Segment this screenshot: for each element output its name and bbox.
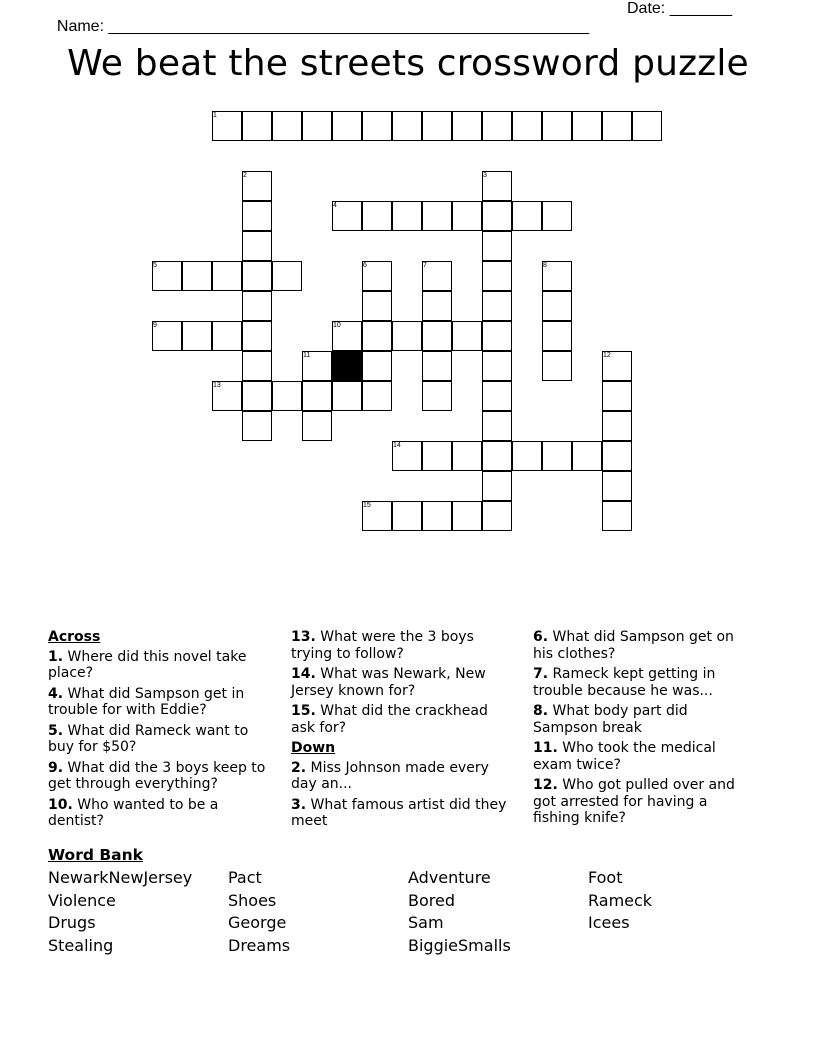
- grid-cell[interactable]: [602, 441, 632, 471]
- grid-cell[interactable]: [242, 201, 272, 231]
- clue-text: What did the crackhead ask for?: [291, 703, 488, 736]
- grid-cell[interactable]: [482, 441, 512, 471]
- across-clue-5: [48, 723, 270, 756]
- grid-cell[interactable]: [482, 171, 512, 201]
- clue-number-label: 7: [423, 262, 427, 269]
- grid-cell[interactable]: [482, 501, 512, 531]
- clue-text: What were the 3 boys trying to follow?: [291, 629, 474, 662]
- grid-cell[interactable]: [272, 261, 302, 291]
- clue-number: 2.: [291, 759, 307, 776]
- grid-cell[interactable]: [182, 321, 212, 351]
- across-clue-1: [48, 649, 270, 682]
- grid-cell[interactable]: [302, 411, 332, 441]
- grid-cell[interactable]: [332, 201, 362, 231]
- clue-number-label: 15: [363, 502, 371, 509]
- word-bank-word: Rameck: [588, 890, 653, 910]
- grid-cell[interactable]: [602, 411, 632, 441]
- clue-number-label: 3: [483, 172, 487, 179]
- grid-cell[interactable]: [452, 111, 482, 141]
- grid-cell[interactable]: [542, 351, 572, 381]
- grid-cell[interactable]: [362, 501, 392, 531]
- clue-text: What did Sampson get in trouble for with Eddie?: [48, 685, 245, 718]
- word-bank-heading: Word Bank: [48, 846, 143, 864]
- clue-number-label: 14: [393, 442, 401, 449]
- page-title: We beat the streets crossword puzzle: [67, 43, 749, 84]
- clue-number: 13.: [291, 629, 316, 645]
- clue-number: 5.: [48, 722, 64, 739]
- clue-number-label: 8: [543, 262, 547, 269]
- across-heading: Across: [48, 629, 101, 645]
- clue-number: 14.: [291, 666, 316, 682]
- grid-cell[interactable]: [332, 321, 362, 351]
- word-bank: [48, 868, 768, 968]
- across-clue-13: [291, 629, 513, 662]
- grid-cell[interactable]: [542, 441, 572, 471]
- clue-text: Where did this novel take place?: [48, 648, 247, 681]
- grid-cell[interactable]: [362, 201, 392, 231]
- across-clue-9: [48, 760, 270, 793]
- grid-cell[interactable]: [422, 351, 452, 381]
- word-bank-word: Violence: [48, 890, 116, 910]
- grid-cell[interactable]: [422, 291, 452, 321]
- word-bank-word: Adventure: [408, 868, 491, 887]
- down-heading: Down: [291, 740, 336, 756]
- across-clue-14: [291, 666, 513, 699]
- grid-cell[interactable]: [422, 321, 452, 351]
- grid-cell[interactable]: [422, 261, 452, 291]
- grid-cell[interactable]: [362, 291, 392, 321]
- clue-column-3: [533, 629, 755, 831]
- grid-cell[interactable]: [602, 111, 632, 141]
- clue-column-2: [291, 629, 513, 834]
- grid-cell[interactable]: [272, 111, 302, 141]
- grid-cell[interactable]: [212, 381, 242, 411]
- grid-cell[interactable]: [542, 261, 572, 291]
- grid-cell[interactable]: [302, 351, 332, 381]
- grid-cell[interactable]: [542, 291, 572, 321]
- grid-cell[interactable]: [392, 321, 422, 351]
- grid-cell[interactable]: [452, 201, 482, 231]
- grid-cell[interactable]: [242, 261, 272, 291]
- clue-text: Who wanted to be a dentist?: [48, 796, 219, 829]
- clue-number: 9.: [48, 759, 64, 776]
- grid-cell[interactable]: [212, 261, 242, 291]
- clue-text: What did Sampson get on his clothes?: [533, 629, 734, 662]
- grid-cell[interactable]: [602, 351, 632, 381]
- grid-cell[interactable]: [302, 111, 332, 141]
- grid-cell[interactable]: [272, 381, 302, 411]
- clue-text: Miss Johnson made every day an...: [291, 759, 489, 792]
- grid-cell[interactable]: [632, 111, 662, 141]
- word-bank-word: Dreams: [228, 935, 291, 955]
- down-clue-3: [291, 797, 513, 830]
- grid-cell[interactable]: [362, 381, 392, 411]
- clue-number-label: 1: [213, 112, 217, 119]
- grid-cell[interactable]: [152, 261, 182, 291]
- clue-number: 8.: [533, 703, 549, 719]
- grid-cell[interactable]: [482, 381, 512, 411]
- clue-number: 7.: [533, 666, 549, 682]
- grid-cell[interactable]: [572, 441, 602, 471]
- clue-number: 12.: [533, 777, 558, 793]
- word-bank-word: Icees: [588, 913, 630, 932]
- grid-cell[interactable]: [212, 321, 242, 351]
- down-clue-8: [533, 703, 755, 736]
- clue-text: Who got pulled over and got arrested for having a fishing knife?: [533, 777, 735, 826]
- grid-cell[interactable]: [602, 381, 632, 411]
- grid-cell[interactable]: [452, 321, 482, 351]
- grid-cell[interactable]: [602, 471, 632, 501]
- grid-cell[interactable]: [482, 351, 512, 381]
- clue-text: Who took the medical exam twice?: [533, 740, 716, 773]
- grid-cell[interactable]: [512, 441, 542, 471]
- grid-cell[interactable]: [482, 201, 512, 231]
- grid-cell[interactable]: [422, 441, 452, 471]
- grid-cell[interactable]: [422, 501, 452, 531]
- grid-cell[interactable]: [422, 201, 452, 231]
- clue-text: What was Newark, New Jersey known for?: [291, 666, 486, 699]
- grid-cell[interactable]: [392, 201, 422, 231]
- grid-cell[interactable]: [362, 321, 392, 351]
- clue-number-label: 5: [153, 262, 157, 269]
- clue-number: 1.: [48, 648, 64, 665]
- grid-cell[interactable]: [482, 231, 512, 261]
- grid-cell[interactable]: [482, 111, 512, 141]
- down-clue-11: [533, 740, 755, 773]
- grid-cell[interactable]: [152, 321, 182, 351]
- clue-number-label: 6: [363, 262, 367, 269]
- grid-cell[interactable]: [242, 411, 272, 441]
- grid-cell[interactable]: [392, 501, 422, 531]
- grid-cell[interactable]: [452, 501, 482, 531]
- grid-cell[interactable]: [242, 231, 272, 261]
- clue-text: Rameck kept getting in trouble because he was...: [533, 666, 716, 699]
- clue-number: 11.: [533, 740, 558, 756]
- clue-number-label: 10: [333, 322, 341, 329]
- black-cell: [332, 351, 362, 381]
- clue-number-label: 9: [153, 322, 157, 329]
- word-bank-word: Pact: [228, 868, 262, 887]
- grid-cell[interactable]: [482, 261, 512, 291]
- grid-cell[interactable]: [362, 351, 392, 381]
- grid-cell[interactable]: [542, 111, 572, 141]
- grid-cell[interactable]: [182, 261, 212, 291]
- across-clue-10: [48, 797, 270, 830]
- across-clue-4: [48, 686, 270, 719]
- clue-number: 10.: [48, 796, 73, 813]
- clue-number: 6.: [533, 629, 549, 645]
- word-bank-word: Sam: [408, 913, 444, 932]
- clue-number: 3.: [291, 796, 307, 813]
- down-clue-2: [291, 760, 513, 793]
- clue-number-label: 11: [303, 352, 311, 359]
- clue-number-label: 2: [243, 172, 247, 179]
- clue-number-label: 13: [213, 382, 221, 389]
- grid-cell[interactable]: [482, 321, 512, 351]
- clue-text: What did Rameck want to buy for $50?: [48, 722, 249, 755]
- word-bank-word: Drugs: [48, 913, 96, 932]
- grid-cell[interactable]: [362, 261, 392, 291]
- across-clue-15: [291, 703, 513, 736]
- word-bank-word: Bored: [408, 890, 455, 910]
- grid-cell[interactable]: [512, 201, 542, 231]
- clue-text: What body part did Sampson break: [533, 703, 688, 736]
- down-clue-12: [533, 777, 755, 827]
- grid-cell[interactable]: [242, 351, 272, 381]
- grid-cell[interactable]: [332, 111, 362, 141]
- grid-cell[interactable]: [362, 111, 392, 141]
- grid-cell[interactable]: [392, 441, 422, 471]
- grid-cell[interactable]: [332, 381, 362, 411]
- word-bank-word: BiggieSmalls: [408, 935, 511, 955]
- name-field-label[interactable]: Name: ______________________________________________________: [56, 18, 589, 35]
- word-bank-word: NewarkNewJersey: [48, 868, 193, 887]
- clue-number-label: 12: [603, 352, 611, 359]
- grid-cell[interactable]: [242, 321, 272, 351]
- clue-number: 15.: [291, 703, 316, 719]
- word-bank-word: Shoes: [228, 890, 277, 910]
- clue-number-label: 4: [333, 202, 337, 209]
- grid-cell[interactable]: [242, 291, 272, 321]
- grid-cell[interactable]: [542, 201, 572, 231]
- grid-cell[interactable]: [242, 381, 272, 411]
- grid-cell[interactable]: [482, 411, 512, 441]
- down-clue-6: [533, 629, 755, 662]
- grid-cell[interactable]: [452, 441, 482, 471]
- clue-number: 4.: [48, 685, 64, 702]
- word-bank-word: Foot: [588, 868, 623, 887]
- word-bank-word: George: [228, 913, 287, 932]
- grid-cell[interactable]: [512, 111, 542, 141]
- down-clue-7: [533, 666, 755, 699]
- grid-cell[interactable]: [482, 471, 512, 501]
- grid-cell[interactable]: [482, 291, 512, 321]
- grid-cell[interactable]: [422, 111, 452, 141]
- grid-cell[interactable]: [542, 321, 572, 351]
- grid-cell[interactable]: [602, 501, 632, 531]
- clue-column-1: [48, 629, 270, 834]
- grid-cell[interactable]: [212, 111, 242, 141]
- grid-cell[interactable]: [302, 381, 332, 411]
- grid-cell[interactable]: [572, 111, 602, 141]
- grid-cell[interactable]: [242, 171, 272, 201]
- grid-cell[interactable]: [242, 111, 272, 141]
- date-field-label[interactable]: Date: _______: [627, 0, 732, 17]
- clue-text: What famous artist did they meet: [291, 796, 507, 829]
- word-bank-word: Stealing: [48, 935, 114, 955]
- grid-cell[interactable]: [422, 381, 452, 411]
- clue-text: What did the 3 boys keep to get through everything?: [48, 759, 266, 792]
- grid-cell[interactable]: [392, 111, 422, 141]
